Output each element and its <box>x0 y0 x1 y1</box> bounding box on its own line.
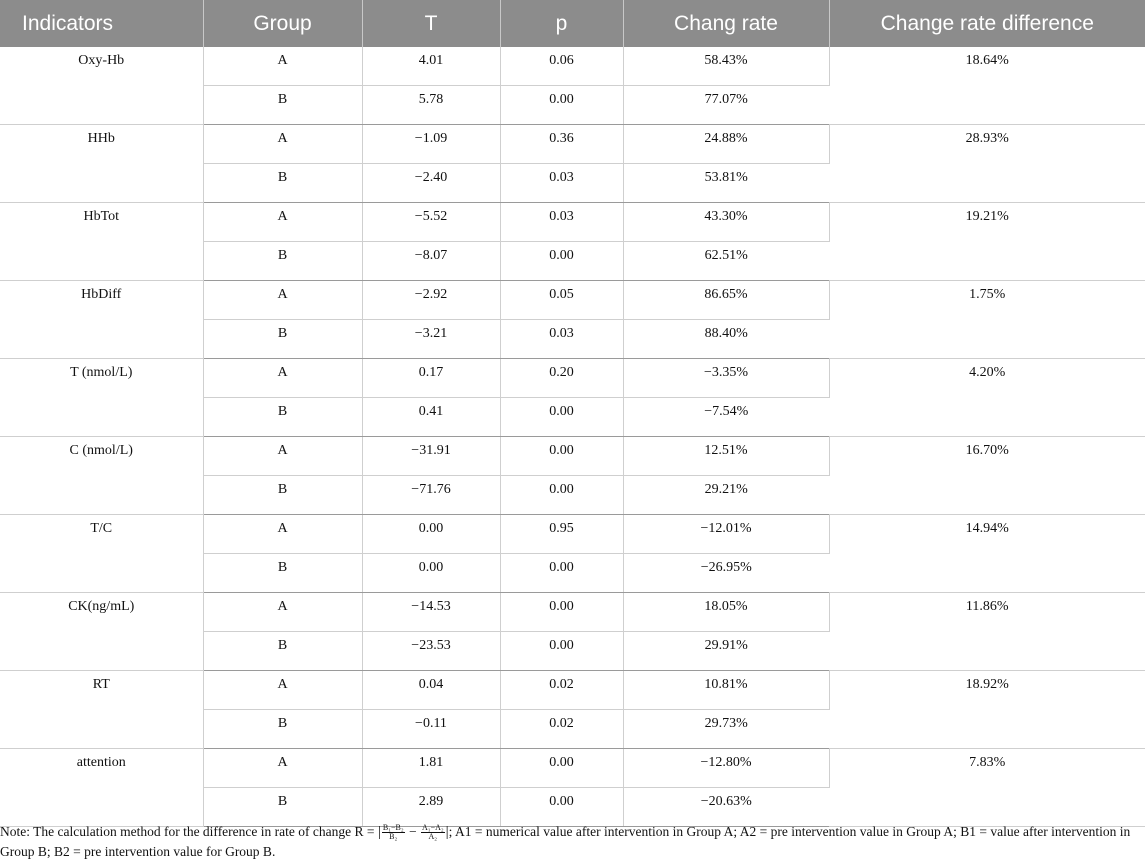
difference-cell: 28.93% <box>829 125 1145 203</box>
p-cell: 0.03 <box>500 320 623 359</box>
indicator-cell: HHb <box>0 125 203 203</box>
indicator-cell: attention <box>0 749 203 827</box>
t-cell: −0.11 <box>362 710 500 749</box>
header-t: T <box>362 0 500 47</box>
group-cell: A <box>203 437 362 476</box>
t-cell: 0.41 <box>362 398 500 437</box>
table-body <box>0 47 1145 827</box>
group-cell: A <box>203 359 362 398</box>
table-row <box>0 359 1145 398</box>
rate-cell: −26.95% <box>623 554 829 593</box>
table-note <box>0 822 1140 862</box>
rate-cell: 53.81% <box>623 164 829 203</box>
difference-cell: 16.70% <box>829 437 1145 515</box>
table-header <box>0 0 1145 47</box>
table-row <box>0 749 1145 788</box>
p-cell: 0.00 <box>500 554 623 593</box>
header-row <box>0 0 1145 47</box>
fraction-b <box>382 824 405 841</box>
fraction-a-denominator: A₂ <box>428 832 438 842</box>
t-cell: −71.76 <box>362 476 500 515</box>
difference-cell: 18.92% <box>829 671 1145 749</box>
group-cell: A <box>203 593 362 632</box>
rate-cell: 58.43% <box>623 47 829 86</box>
p-cell: 0.02 <box>500 710 623 749</box>
group-cell: A <box>203 671 362 710</box>
group-cell: B <box>203 476 362 515</box>
indicator-cell: Oxy-Hb <box>0 47 203 125</box>
group-cell: B <box>203 86 362 125</box>
header-chang-rate: Chang rate <box>623 0 829 47</box>
group-cell: B <box>203 320 362 359</box>
rate-cell: −12.01% <box>623 515 829 554</box>
p-cell: 0.05 <box>500 281 623 320</box>
p-cell: 0.00 <box>500 632 623 671</box>
group-cell: B <box>203 398 362 437</box>
t-cell: 4.01 <box>362 47 500 86</box>
p-cell: 0.03 <box>500 203 623 242</box>
rate-cell: 29.91% <box>623 632 829 671</box>
group-cell: A <box>203 203 362 242</box>
rate-cell: 88.40% <box>623 320 829 359</box>
rate-cell: 86.65% <box>623 281 829 320</box>
p-cell: 0.00 <box>500 437 623 476</box>
group-cell: A <box>203 281 362 320</box>
t-cell: 0.00 <box>362 515 500 554</box>
rate-cell: 62.51% <box>623 242 829 281</box>
t-cell: −3.21 <box>362 320 500 359</box>
t-cell: −5.52 <box>362 203 500 242</box>
table-row <box>0 515 1145 554</box>
rate-cell: 29.73% <box>623 710 829 749</box>
table-row <box>0 281 1145 320</box>
rate-cell: −20.63% <box>623 788 829 827</box>
header-group: Group <box>203 0 362 47</box>
p-cell: 0.00 <box>500 593 623 632</box>
table-row <box>0 437 1145 476</box>
indicator-cell: T (nmol/L) <box>0 359 203 437</box>
t-cell: −1.09 <box>362 125 500 164</box>
rate-cell: 43.30% <box>623 203 829 242</box>
t-cell: 0.04 <box>362 671 500 710</box>
p-cell: 0.20 <box>500 359 623 398</box>
note-prefix: Note: The calculation method for the difference in rate of change R = <box>0 824 378 839</box>
indicator-cell: RT <box>0 671 203 749</box>
abs-bar-close: | <box>445 824 449 840</box>
difference-cell: 7.83% <box>829 749 1145 827</box>
t-cell: 0.00 <box>362 554 500 593</box>
table-row <box>0 125 1145 164</box>
minus-sign: − <box>405 824 420 839</box>
t-cell: −14.53 <box>362 593 500 632</box>
p-cell: 0.06 <box>500 47 623 86</box>
difference-cell: 18.64% <box>829 47 1145 125</box>
group-cell: B <box>203 242 362 281</box>
p-cell: 0.00 <box>500 242 623 281</box>
p-cell: 0.95 <box>500 515 623 554</box>
rate-cell: 77.07% <box>623 86 829 125</box>
fraction-a-numerator: A₁−A₂ <box>422 823 444 833</box>
rate-cell: −3.35% <box>623 359 829 398</box>
p-cell: 0.00 <box>500 86 623 125</box>
indicator-cell: CK(ng/mL) <box>0 593 203 671</box>
table-row <box>0 671 1145 710</box>
fraction-b-denominator: B₂ <box>389 832 398 842</box>
rate-cell: 29.21% <box>623 476 829 515</box>
p-cell: 0.00 <box>500 749 623 788</box>
p-cell: 0.36 <box>500 125 623 164</box>
group-cell: B <box>203 632 362 671</box>
p-cell: 0.03 <box>500 164 623 203</box>
t-cell: −8.07 <box>362 242 500 281</box>
t-cell: −2.40 <box>362 164 500 203</box>
p-cell: 0.02 <box>500 671 623 710</box>
group-cell: A <box>203 515 362 554</box>
indicator-cell: HbDiff <box>0 281 203 359</box>
table-row <box>0 593 1145 632</box>
t-cell: 0.17 <box>362 359 500 398</box>
table-row <box>0 47 1145 86</box>
group-cell: B <box>203 164 362 203</box>
t-cell: −23.53 <box>362 632 500 671</box>
rate-cell: 12.51% <box>623 437 829 476</box>
rate-cell: 18.05% <box>623 593 829 632</box>
difference-cell: 1.75% <box>829 281 1145 359</box>
t-cell: 1.81 <box>362 749 500 788</box>
p-cell: 0.00 <box>500 476 623 515</box>
t-cell: 2.89 <box>362 788 500 827</box>
note-suffix: ; A1 = numerical value after intervention in Group A; A2 = pre intervention value in Group A; B1 = value after intervention in Group B; B2 = pre intervention value for Group B. <box>0 824 1131 859</box>
indicator-cell: T/C <box>0 515 203 593</box>
difference-cell: 11.86% <box>829 593 1145 671</box>
fraction-a <box>421 824 445 841</box>
difference-cell: 14.94% <box>829 515 1145 593</box>
rate-cell: −7.54% <box>623 398 829 437</box>
fraction-b-numerator: B₁−B₂ <box>382 823 404 833</box>
group-cell: B <box>203 554 362 593</box>
header-indicators: Indicators <box>0 0 203 47</box>
group-cell: B <box>203 710 362 749</box>
header-p: p <box>500 0 623 47</box>
indicator-cell: C (nmol/L) <box>0 437 203 515</box>
group-cell: A <box>203 749 362 788</box>
indicator-cell: HbTot <box>0 203 203 281</box>
rate-cell: −12.80% <box>623 749 829 788</box>
rate-cell: 10.81% <box>623 671 829 710</box>
table-row <box>0 203 1145 242</box>
difference-cell: 19.21% <box>829 203 1145 281</box>
difference-cell: 4.20% <box>829 359 1145 437</box>
t-cell: −2.92 <box>362 281 500 320</box>
group-cell: A <box>203 47 362 86</box>
t-cell: 5.78 <box>362 86 500 125</box>
abs-bar-open: | <box>377 824 381 840</box>
p-cell: 0.00 <box>500 398 623 437</box>
t-cell: −31.91 <box>362 437 500 476</box>
header-change-rate-difference: Change rate difference <box>829 0 1145 47</box>
group-cell: B <box>203 788 362 827</box>
p-cell: 0.00 <box>500 788 623 827</box>
rate-cell: 24.88% <box>623 125 829 164</box>
group-cell: A <box>203 125 362 164</box>
